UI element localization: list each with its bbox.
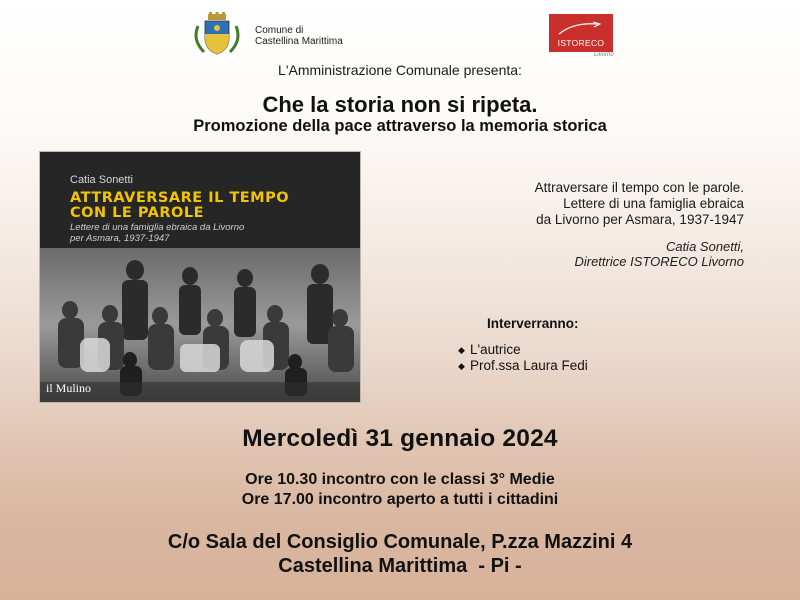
speakers-list — [458, 342, 588, 374]
comune-line-2: Castellina Marittima — [255, 36, 343, 47]
family-photo — [40, 248, 360, 402]
speakers-heading: Interverranno: — [487, 316, 579, 331]
book-description — [380, 180, 744, 228]
book-title-line-2: CON LE PAROLE — [70, 205, 204, 221]
event-date: Mercoledì 31 gennaio 2024 — [242, 425, 558, 452]
book-subtitle-line-1: Lettere di una famiglia ebraica da Livorno — [70, 222, 245, 233]
publisher-name: il Mulino — [46, 381, 92, 395]
diamond-bullet-icon: ◆ — [458, 361, 465, 371]
description-author — [380, 239, 744, 269]
comune-line-1: Comune di — [255, 25, 304, 36]
event-time-2: Ore 17.00 incontro aperto a tutti i cittadini — [241, 491, 559, 508]
book-cover — [40, 152, 360, 402]
event-time-1: Ore 10.30 incontro con le classi 3° Medie — [245, 471, 555, 488]
book-title-line-1: ATTRAVERSARE IL TEMPO — [70, 190, 290, 206]
istoreco-logo — [549, 14, 613, 52]
speaker-name: Prof.ssa Laura Fedi — [470, 358, 588, 373]
istoreco-label: ISTORECO — [557, 38, 605, 48]
book-subtitle — [70, 222, 244, 244]
book-subtitle-line-2: per Asmara, 1937-1947 — [70, 233, 170, 244]
author-name: Catia Sonetti, — [665, 239, 744, 254]
list-item — [458, 358, 588, 374]
description-line-3: da Livorno per Asmara, 1937-1947 — [536, 212, 744, 227]
comune-name — [255, 25, 343, 47]
author-role: Direttrice ISTORECO Livorno — [574, 254, 744, 269]
diamond-bullet-icon: ◆ — [458, 345, 465, 355]
event-times — [0, 470, 800, 510]
book-title — [70, 191, 289, 221]
description-line-1: Attraversare il tempo con le parole. — [534, 180, 744, 195]
speaker-name: L'autrice — [470, 342, 521, 357]
event-subtitle: Promozione della pace attraverso la memoria storica — [193, 117, 607, 135]
intro-text: L'Amministrazione Comunale presenta: — [278, 62, 522, 78]
location-line-1: C/o Sala del Consiglio Comunale, P.zza Mazzini 4 — [167, 531, 633, 553]
comune-coat-of-arms — [188, 12, 246, 56]
book-author: Catia Sonetti — [70, 174, 133, 186]
event-location — [0, 530, 800, 578]
event-title: Che la storia non si ripeta. — [262, 92, 538, 117]
description-line-2: Lettere di una famiglia ebraica — [563, 196, 744, 211]
istoreco-sublabel: Livorno — [594, 52, 614, 58]
location-line-2: Castellina Marittima - Pi - — [278, 555, 522, 577]
list-item — [458, 342, 588, 358]
